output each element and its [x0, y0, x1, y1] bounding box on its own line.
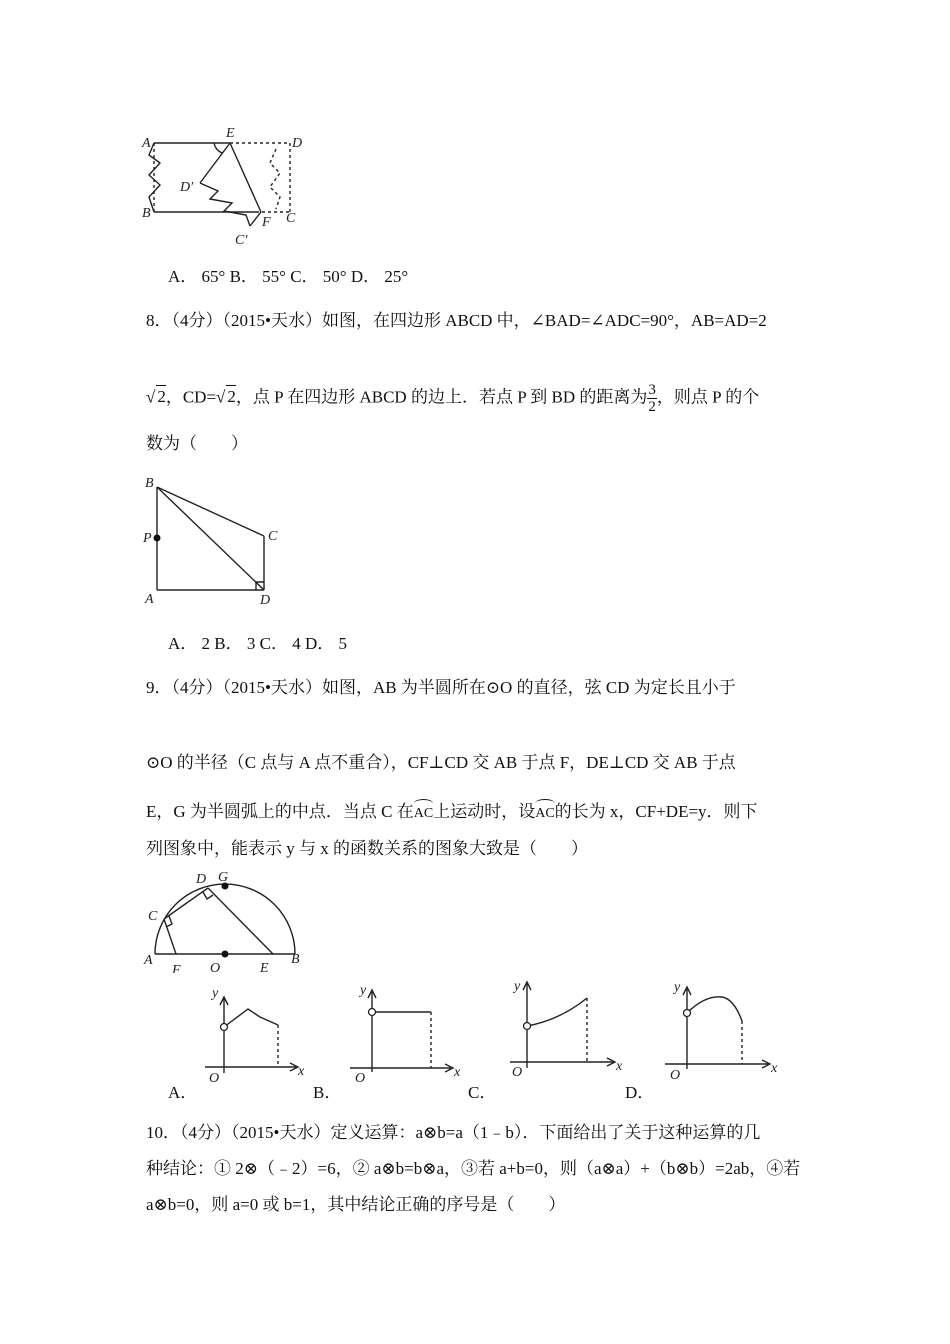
q8-line2-b: ，CD=	[165, 387, 217, 407]
q10-line1: 10．（4分）（2015•天水）定义运算：a⊗b=a（1﹣b）．下面给出了关于这种运算的几	[146, 1123, 761, 1142]
q8-options: A． 2 B． 3 C． 4 D． 5	[168, 634, 347, 653]
q9-label-d: D	[196, 872, 207, 887]
q8-label-c: C	[268, 529, 278, 544]
q9-figure	[140, 868, 310, 973]
graph-c-y: y	[514, 979, 521, 994]
q9-option-d: D．	[625, 1083, 655, 1102]
q9-graph-c	[505, 972, 630, 1082]
graph-d-x: x	[771, 1061, 778, 1076]
q9-graph-a	[200, 985, 315, 1090]
graph-c-x: x	[616, 1059, 623, 1074]
q7-label-dprime: D′	[180, 180, 194, 195]
graph-a-y: y	[212, 986, 219, 1001]
q7-options: A． 65° B． 55° C． 50° D． 25°	[168, 267, 409, 286]
q8-frac-num: 3	[648, 382, 656, 398]
q9-option-c: C．	[468, 1083, 497, 1102]
q8-label-p: P	[143, 531, 152, 546]
q9-line2: ⊙O 的半径（C 点与 A 点不重合），CF⊥CD 交 AB 于点 F，DE⊥CD 交 AB 于点	[146, 753, 736, 772]
q9-line3-c: 的长为 x，CF+DE=y．则下	[554, 802, 758, 821]
q9-line3	[146, 799, 758, 825]
q10-line3: a⊗b=0，则 a=0 或 b=1，其中结论正确的序号是（ ）	[146, 1195, 566, 1214]
q8-figure	[140, 470, 290, 610]
q8-label-d: D	[260, 593, 271, 608]
q7-label-e: E	[226, 126, 235, 141]
q9-label-b: B	[291, 952, 300, 967]
q7-label-c: C	[286, 211, 296, 226]
q8-line2-e: ，则点 P 的个	[656, 387, 760, 407]
q9-arc-ac-2: AC	[535, 799, 554, 825]
graph-c-o: O	[512, 1065, 523, 1080]
q9-option-a: A．	[168, 1083, 198, 1102]
q9-line3-a: E，G 为半圆弧上的中点．当点 C 在	[146, 802, 414, 821]
graph-d-o: O	[670, 1068, 681, 1083]
sqrt-sign: √	[216, 387, 226, 407]
q9-label-e: E	[260, 961, 269, 973]
q7-label-d: D	[292, 136, 303, 151]
q8-point-p	[154, 535, 161, 542]
q7-label-cprime: C′	[235, 233, 248, 248]
graph-b-y: y	[360, 983, 367, 998]
graph-a-o: O	[209, 1071, 220, 1086]
q7-label-b: B	[142, 206, 151, 221]
q8-label-b: B	[145, 476, 154, 491]
q9-label-a: A	[144, 953, 153, 968]
q10-line2: 种结论：① 2⊗（﹣2）=6，② a⊗b=b⊗a，③若 a+b=0，则（a⊗a）+（b⊗b）=2ab，④若	[146, 1159, 801, 1178]
q7-figure	[140, 125, 315, 250]
graph-b-o: O	[355, 1071, 366, 1086]
q9-option-b: B．	[313, 1083, 342, 1102]
q7-label-f: F	[262, 215, 271, 230]
q9-label-f: F	[172, 963, 181, 973]
q8-line2	[146, 382, 759, 415]
q9-label-c: C	[148, 909, 158, 924]
q8-fraction	[647, 382, 657, 415]
q9-line3-b: 上运动时，设	[433, 802, 536, 821]
q9-arc-ac-1: AC	[414, 799, 433, 825]
q9-label-o: O	[210, 961, 221, 973]
q9-label-g: G	[218, 870, 229, 885]
q8-label-a: A	[145, 592, 154, 607]
q7-label-a: A	[142, 136, 151, 151]
q8-sqrt-2: 2	[227, 387, 236, 407]
q9-graph-d	[660, 975, 785, 1085]
q9-graph-b	[345, 978, 470, 1088]
graph-d-y: y	[674, 980, 681, 995]
graph-b-x: x	[454, 1065, 461, 1080]
q8-line1: 8．（4分）（2015•天水）如图，在四边形 ABCD 中，∠BAD=∠ADC=90°，AB=AD=2	[146, 311, 767, 330]
q8-line2-d: ，点 P 在四边形 ABCD 的边上．若点 P 到 BD 的距离为	[235, 387, 648, 407]
q9-line4: 列图象中，能表示 y 与 x 的函数关系的图象大致是（ ）	[146, 839, 588, 858]
q9-line1: 9．（4分）（2015•天水）如图，AB 为半圆所在⊙O 的直径，弦 CD 为定长且小于	[146, 678, 736, 697]
q8-frac-den: 2	[648, 399, 656, 415]
q8-sqrt-1: 2	[157, 387, 166, 407]
sqrt-sign: √	[146, 387, 156, 407]
q8-line3: 数为（ ）	[146, 434, 248, 453]
q9-point-o	[222, 951, 229, 958]
graph-a-x: x	[298, 1064, 305, 1079]
